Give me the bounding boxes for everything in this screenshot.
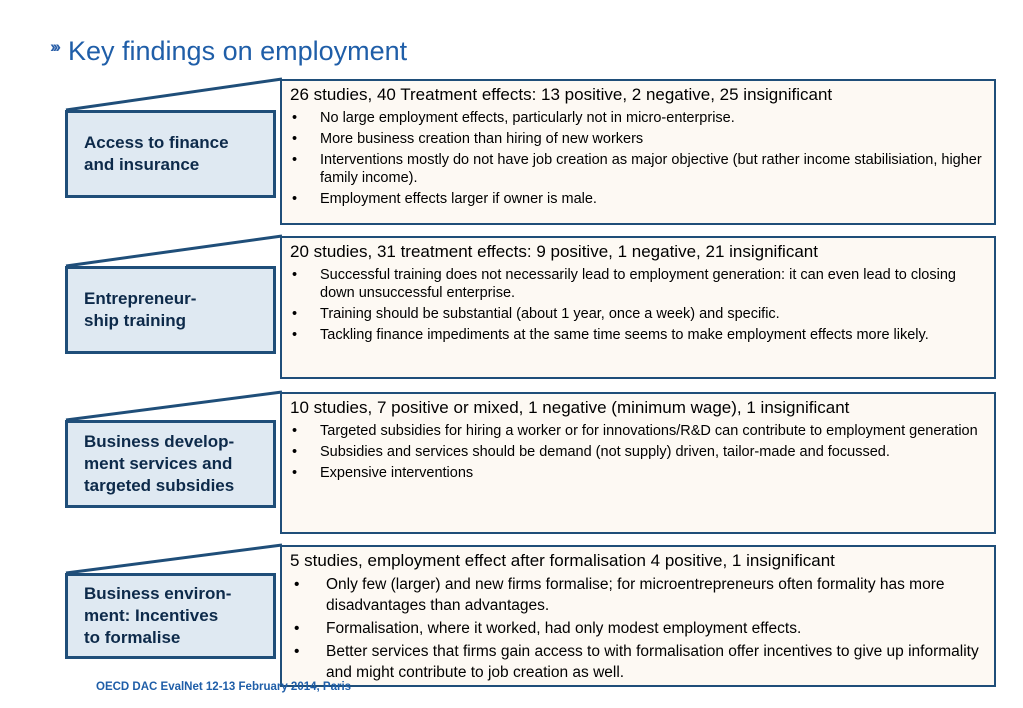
- findings-list: [290, 266, 986, 344]
- list-item-text: Targeted subsidies for hiring a worker or for innovations/R&D can contribute to employment generation: [320, 423, 978, 439]
- bullet-icon: •: [294, 643, 300, 660]
- category-label-box: [65, 420, 276, 508]
- category-label: Business environ- ment: Incentives to formalise: [84, 584, 232, 647]
- slide-title: Key findings on employment: [67, 36, 408, 66]
- findings-box: [280, 545, 996, 687]
- bullet-icon: •: [292, 327, 298, 343]
- list-item-text: Successful training does not necessarily lead to employment generation: it can even lead to closing down unsuccessful enterprise.: [320, 267, 956, 301]
- connector-line: [66, 79, 282, 110]
- bullet-icon: •: [292, 465, 298, 481]
- list-item: [290, 464, 986, 482]
- list-item-text: No large employment effects, particularly not in micro-enterprise.: [320, 110, 735, 126]
- list-item-text: More business creation than hiring of new workers: [320, 131, 644, 147]
- list-item: [290, 109, 986, 127]
- bullet-icon: •: [292, 152, 298, 168]
- slide-footer: OECD DAC EvalNet 12-13 February 2014, Paris: [96, 681, 352, 693]
- findings-box: [280, 236, 996, 379]
- findings-box: [280, 392, 996, 534]
- bullet-icon: •: [292, 131, 298, 147]
- category-label-box: [65, 266, 276, 354]
- category-label: Entrepreneur- ship training: [84, 289, 197, 330]
- list-item-text: Formalisation, where it worked, had only modest employment effects.: [326, 620, 802, 637]
- findings-list: [290, 109, 986, 208]
- bullet-icon: •: [292, 267, 298, 283]
- title-chevron-icon: ›››: [50, 37, 58, 56]
- findings-heading: 20 studies, 31 treatment effects: 9 positive, 1 negative, 21 insignificant: [290, 242, 818, 261]
- findings-heading: 26 studies, 40 Treatment effects: 13 positive, 2 negative, 25 insignificant: [290, 85, 833, 104]
- list-item-text: Better services that firms gain access to with formalisation offer incentives to give up informality and might contribute to job creation as well.: [326, 643, 979, 681]
- bullet-icon: •: [292, 444, 298, 460]
- list-item: [290, 151, 986, 187]
- connector-line: [66, 545, 282, 573]
- list-item-text: Training should be substantial (about 1 year, once a week) and specific.: [320, 306, 780, 322]
- connector-line: [66, 392, 282, 420]
- category-label: Business develop- ment services and targeted subsidies: [84, 432, 235, 495]
- bullet-icon: •: [294, 576, 300, 593]
- findings-heading: 5 studies, employment effect after formalisation 4 positive, 1 insignificant: [290, 551, 835, 570]
- category-label-box: [65, 573, 276, 659]
- connector-line: [66, 236, 282, 266]
- list-item: [290, 422, 986, 440]
- list-item-text: Expensive interventions: [320, 465, 474, 481]
- bullet-icon: •: [292, 423, 298, 439]
- list-item: [290, 190, 986, 208]
- list-item: [290, 574, 986, 616]
- list-item-text: Subsidies and services should be demand (not supply) driven, tailor-made and focussed.: [320, 444, 890, 460]
- list-item: [290, 443, 986, 461]
- category-label: Access to finance and insurance: [84, 133, 229, 174]
- list-item: [290, 305, 986, 323]
- list-item-text: Tackling finance impediments at the same time seems to make employment effects more likely.: [320, 327, 929, 343]
- list-item-text: Interventions mostly do not have job creation as major objective (but rather income stabilisiation, higher family income).: [320, 152, 982, 186]
- list-item: [290, 130, 986, 148]
- list-item-text: Employment effects larger if owner is male.: [320, 191, 597, 207]
- list-item: [290, 618, 986, 639]
- list-item-text: Only few (larger) and new firms formalise; for microentrepreneurs often formality has more disadvantages than advantages.: [326, 576, 945, 614]
- findings-list: [290, 574, 986, 683]
- bullet-icon: •: [294, 620, 300, 637]
- findings-heading: 10 studies, 7 positive or mixed, 1 negative (minimum wage), 1 insignificant: [290, 398, 850, 417]
- findings-box: [280, 79, 996, 225]
- list-item: [290, 641, 986, 683]
- list-item: [290, 326, 986, 344]
- bullet-icon: •: [292, 306, 298, 322]
- list-item: [290, 266, 986, 302]
- category-label-box: [65, 110, 276, 198]
- findings-list: [290, 422, 986, 482]
- bullet-icon: •: [292, 110, 298, 126]
- bullet-icon: •: [292, 191, 298, 207]
